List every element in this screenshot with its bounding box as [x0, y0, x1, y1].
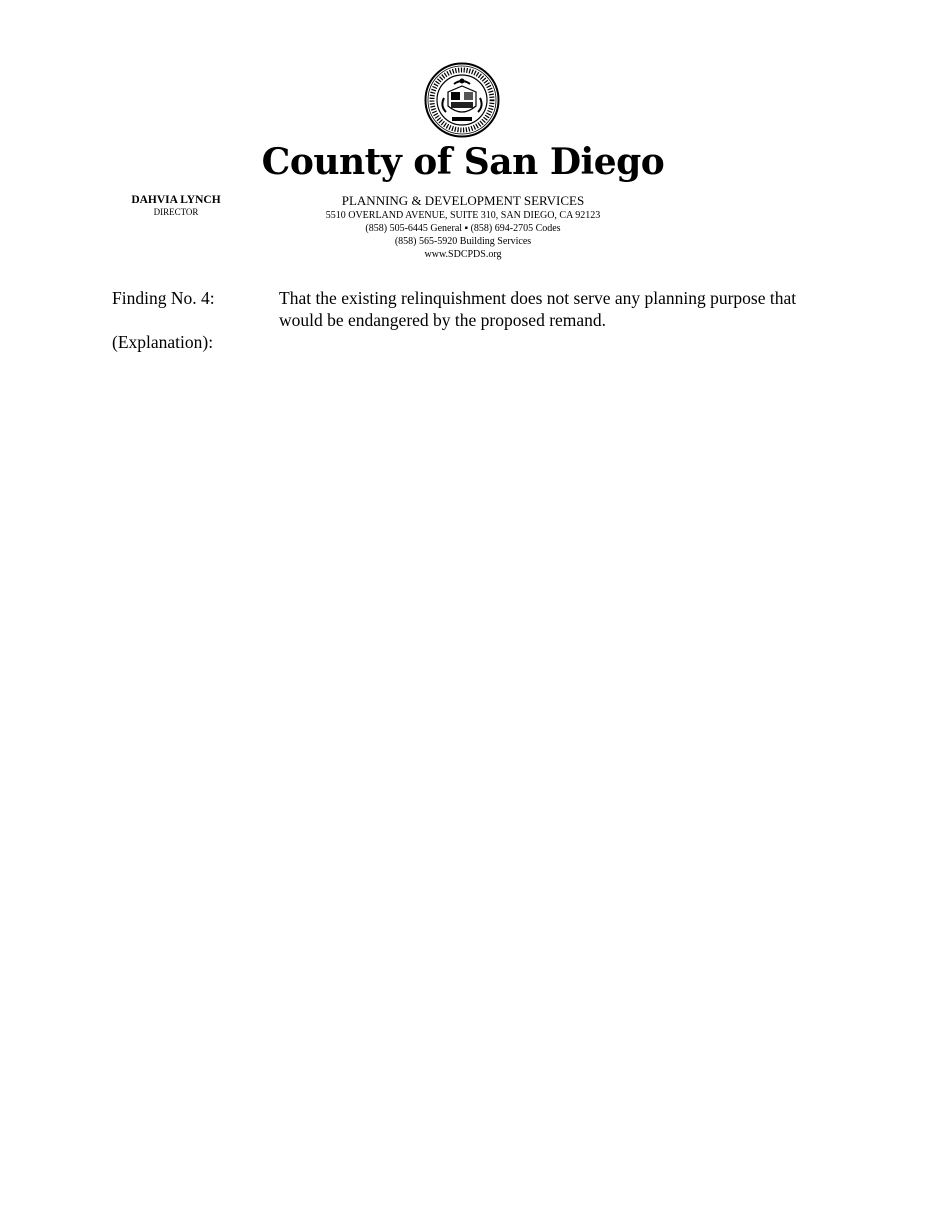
department-name: PLANNING & DEVELOPMENT SERVICES — [341, 193, 585, 208]
finding-section — [112, 287, 842, 375]
director-name: DAHVIA LYNCH — [131, 194, 221, 206]
department-website: www.SDCPDS.org — [424, 249, 502, 260]
department-phones: (858) 505-6445 General ▪ (858) 694-2705 Codes — [365, 223, 561, 234]
finding-label: Finding No. 4: — [112, 288, 215, 308]
director-block — [116, 193, 236, 218]
finding-row — [112, 287, 842, 331]
finding-text: That the existing relinquishment does not serve any planning purpose that would be endangered by the proposed remand. — [279, 288, 797, 330]
department-address: 5510 OVERLAND AVENUE, SUITE 310, SAN DIEGO, CA 92123 — [325, 210, 601, 221]
explanation-row — [112, 331, 842, 375]
county-name-title: County of San Diego — [261, 141, 665, 183]
department-block — [263, 193, 663, 261]
county-seal-logo — [424, 62, 500, 138]
director-title: DIRECTOR — [153, 207, 199, 217]
department-building-phone: (858) 565-5920 Building Services — [394, 236, 532, 247]
explanation-label: (Explanation): — [112, 332, 214, 352]
